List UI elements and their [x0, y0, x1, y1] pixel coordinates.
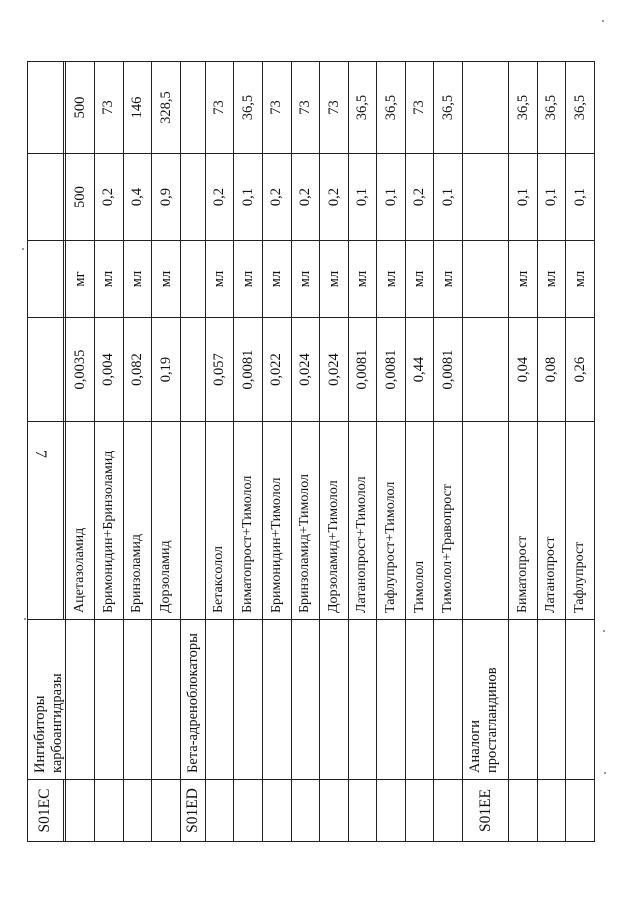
dose-value: 0,004 — [94, 318, 123, 422]
group-name: Ингибиторы карбоангидразы — [28, 620, 66, 780]
quantity-value: 0,2 — [291, 154, 320, 241]
quantity-value: 0,2 — [262, 154, 291, 241]
unit-value: мл — [434, 241, 463, 318]
unit-value: мг — [66, 241, 95, 318]
atc-code: S01ED — [180, 780, 205, 842]
group-header-row — [28, 62, 64, 842]
drug-name: Бринзоламид — [123, 422, 152, 620]
unit-value: мл — [205, 241, 234, 318]
unit-value: мл — [152, 241, 181, 318]
annual-value: 73 — [262, 62, 291, 154]
dose-value: 0,44 — [405, 318, 434, 422]
quantity-value: 0,2 — [94, 154, 123, 241]
drug-name: Тафлупрост — [566, 422, 595, 620]
dose-value: 0,0081 — [234, 318, 263, 422]
quantity-value: 0,9 — [152, 154, 181, 241]
atc-code: S01EC — [28, 780, 64, 842]
dose-value: 0,024 — [291, 318, 320, 422]
annual-value: 500 — [66, 62, 95, 154]
dose-value: 0,024 — [320, 318, 349, 422]
table-row — [509, 62, 538, 842]
unit-value: мл — [537, 241, 566, 318]
scan-speck — [24, 618, 26, 620]
drug-table — [27, 61, 595, 842]
dose-value: 0,082 — [123, 318, 152, 422]
dose-value: 0,0081 — [377, 318, 406, 422]
quantity-value: 0,1 — [377, 154, 406, 241]
scan-speck — [22, 248, 24, 250]
table-row — [405, 62, 434, 842]
annual-value: 146 — [123, 62, 152, 154]
table-row — [537, 62, 566, 842]
unit-value: мл — [377, 241, 406, 318]
annual-value: 73 — [205, 62, 234, 154]
quantity-value: 0,1 — [234, 154, 263, 241]
dose-value: 0,08 — [537, 318, 566, 422]
unit-value: мл — [320, 241, 349, 318]
scan-speck — [603, 630, 605, 632]
drug-name: Бринзоламид+Тимолол — [291, 422, 320, 620]
quantity-value: 500 — [66, 154, 95, 241]
scan-speck — [602, 20, 604, 22]
annual-value: 328,5 — [152, 62, 181, 154]
scan-speck — [604, 772, 606, 774]
table-row — [348, 62, 377, 842]
unit-value: мл — [566, 241, 595, 318]
annual-value: 73 — [291, 62, 320, 154]
unit-value: мл — [405, 241, 434, 318]
drug-table-container — [27, 62, 595, 842]
drug-name: Бримонидин+Бринзоламид — [94, 422, 123, 620]
group-header-row — [180, 62, 205, 842]
group-name: Бета-адреноблокаторы — [180, 620, 205, 780]
dose-value: 0,022 — [262, 318, 291, 422]
table-row — [66, 62, 95, 842]
annual-value: 73 — [94, 62, 123, 154]
table-row — [377, 62, 406, 842]
unit-value: мл — [94, 241, 123, 318]
dose-value: 0,26 — [566, 318, 595, 422]
unit-value: мл — [348, 241, 377, 318]
drug-name: Латанопрост — [537, 422, 566, 620]
unit-value: мл — [262, 241, 291, 318]
dose-value: 0,057 — [205, 318, 234, 422]
drug-name: Биматопрост+Тимолол — [234, 422, 263, 620]
table-row — [262, 62, 291, 842]
unit-value: мл — [123, 241, 152, 318]
atc-code: S01EE — [463, 780, 509, 842]
unit-value: мл — [291, 241, 320, 318]
annual-value: 36,5 — [537, 62, 566, 154]
annual-value: 36,5 — [509, 62, 538, 154]
quantity-value: 0,2 — [405, 154, 434, 241]
drug-name: Биматопрост — [509, 422, 538, 620]
quantity-value: 0,4 — [123, 154, 152, 241]
drug-name: Бетаксолол — [205, 422, 234, 620]
group-header-row — [463, 62, 509, 842]
drug-name: Тимолол+Травопрост — [434, 422, 463, 620]
annual-value: 73 — [405, 62, 434, 154]
annual-value: 36,5 — [566, 62, 595, 154]
quantity-value: 0,2 — [205, 154, 234, 241]
dose-value: 0,04 — [509, 318, 538, 422]
table-row — [94, 62, 123, 842]
table-row — [566, 62, 595, 842]
table-row — [434, 62, 463, 842]
dose-value: 0,0081 — [348, 318, 377, 422]
annual-value: 36,5 — [348, 62, 377, 154]
quantity-value: 0,1 — [537, 154, 566, 241]
unit-value: мл — [234, 241, 263, 318]
drug-name: Бримонидин+Тимолол — [262, 422, 291, 620]
drug-name: Латанопрост+Тимолол — [348, 422, 377, 620]
quantity-value: 0,1 — [348, 154, 377, 241]
table-row — [234, 62, 263, 842]
unit-value: мл — [509, 241, 538, 318]
annual-value: 36,5 — [234, 62, 263, 154]
dose-value: 0,19 — [152, 318, 181, 422]
table-row — [291, 62, 320, 842]
quantity-value: 0,1 — [434, 154, 463, 241]
quantity-value: 0,1 — [509, 154, 538, 241]
drug-name: Тафлупрост+Тимолол — [377, 422, 406, 620]
table-row — [205, 62, 234, 842]
drug-name: Дорзоламид+Тимолол — [320, 422, 349, 620]
dose-value: 0,0035 — [66, 318, 95, 422]
drug-name: Тимолол — [405, 422, 434, 620]
drug-name: Ацетазоламид — [66, 422, 95, 620]
page-number: 7 — [32, 450, 49, 458]
quantity-value: 0,1 — [566, 154, 595, 241]
annual-value: 36,5 — [377, 62, 406, 154]
annual-value: 36,5 — [434, 62, 463, 154]
quantity-value: 0,2 — [320, 154, 349, 241]
dose-value: 0,0081 — [434, 318, 463, 422]
table-row — [320, 62, 349, 842]
drug-name: Дорзоламид — [152, 422, 181, 620]
table-row — [123, 62, 152, 842]
group-name: Аналоги простагландинов — [463, 620, 509, 780]
table-row — [152, 62, 181, 842]
annual-value: 73 — [320, 62, 349, 154]
